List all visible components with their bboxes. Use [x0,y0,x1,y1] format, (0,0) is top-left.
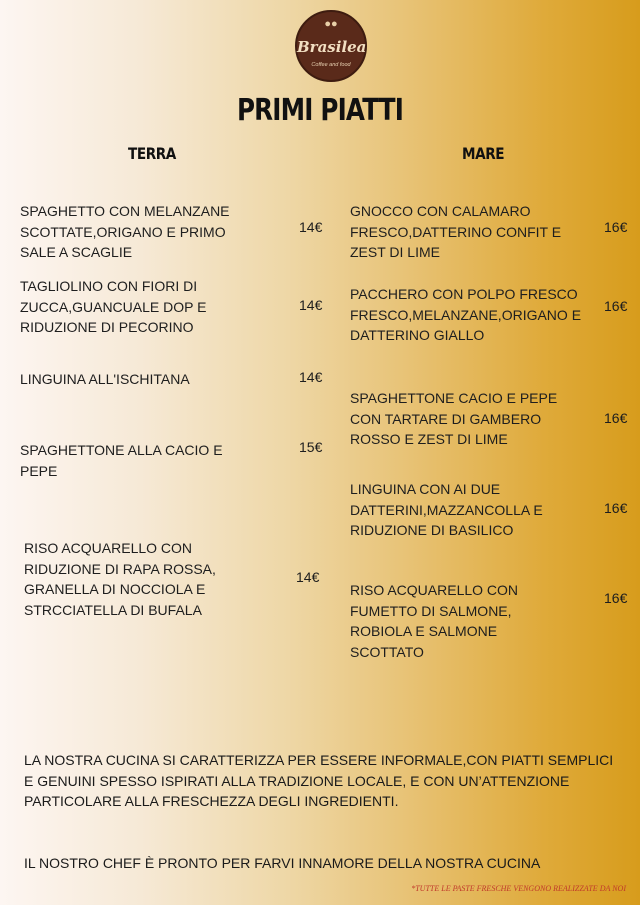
mare-dish-3: SPAGHETTONE CACIO E PEPE CON TARTARE DI GAMBERO ROSSO E ZEST DI LIME [350,390,558,447]
logo-tagline: Coffee and food [311,62,351,68]
fresh-pasta-footnote: *TUTTE LE PASTE FRESCHE VENGONO REALIZZATE DA NOI [411,884,626,893]
terra-dish-2: TAGLIOLINO CON FIORI DI ZUCCA,GUANCUALE DOP E RIDUZIONE DI PECORINO [20,278,207,335]
logo-brand-name: Brasilea [297,38,367,56]
terra-dish-4: SPAGHETTONE ALLA CACIO E PEPE [20,442,223,479]
terra-price-5: 14€ [296,569,320,585]
terra-price-1: 14€ [299,219,323,235]
mare-heading: MARE [462,144,505,163]
page-title: PRIMI PIATTI [236,93,404,128]
kitchen-description: LA NOSTRA CUCINA SI CARATTERIZZA PER ESSERE INFORMALE,CON PIATTI SEMPLICI E GENUINI SPESSO ISPIRATI ALLA TRADIZIONE LOCALE, E CON UN’ATTENZIONE PARTICOLARE ALLA FRESCHEZZA DEGLI INGREDIENTI. [24,752,614,809]
terra-heading: TERRA [128,144,176,163]
terra-dish-1: SPAGHETTO CON MELANZANE SCOTTATE,ORIGANO E PRIMO SALE A SCAGLIE [20,203,230,260]
mare-price-5: 16€ [604,590,628,606]
mare-dish-4: LINGUINA CON AI DUE DATTERINI,MAZZANCOLLA E RIDUZIONE DI BASILICO [350,481,543,538]
mare-dish-5: RISO ACQUARELLO CON FUMETTO DI SALMONE, ROBIOLA E SALMONE SCOTTATO [350,582,519,660]
terra-dish-3: LINGUINA ALL'ISCHITANA [20,371,190,387]
terra-price-3: 14€ [299,369,323,385]
mare-dish-2: PACCHERO CON POLPO FRESCO FRESCO,MELANZANE,ORIGANO E DATTERINO GIALLO [350,286,582,343]
terra-price-2: 14€ [299,297,323,313]
terra-dish-5: RISO ACQUARELLO CON RIDUZIONE DI RAPA ROSSA, GRANELLA DI NOCCIOLA E STRCCIATELLA DI BUFALA [24,540,216,618]
mare-price-4: 16€ [604,500,628,516]
mare-price-1: 16€ [604,219,628,235]
mare-price-3: 16€ [604,410,628,426]
coffee-beans-icon: ●● [324,18,338,30]
brand-logo [295,10,367,82]
terra-price-4: 15€ [299,439,323,455]
mare-dish-1: GNOCCO CON CALAMARO FRESCO,DATTERINO CONFIT E ZEST DI LIME [350,203,562,260]
mare-price-2: 16€ [604,298,628,314]
chef-note: IL NOSTRO CHEF È PRONTO PER FARVI INNAMORE DELLA NOSTRA CUCINA [24,855,541,871]
